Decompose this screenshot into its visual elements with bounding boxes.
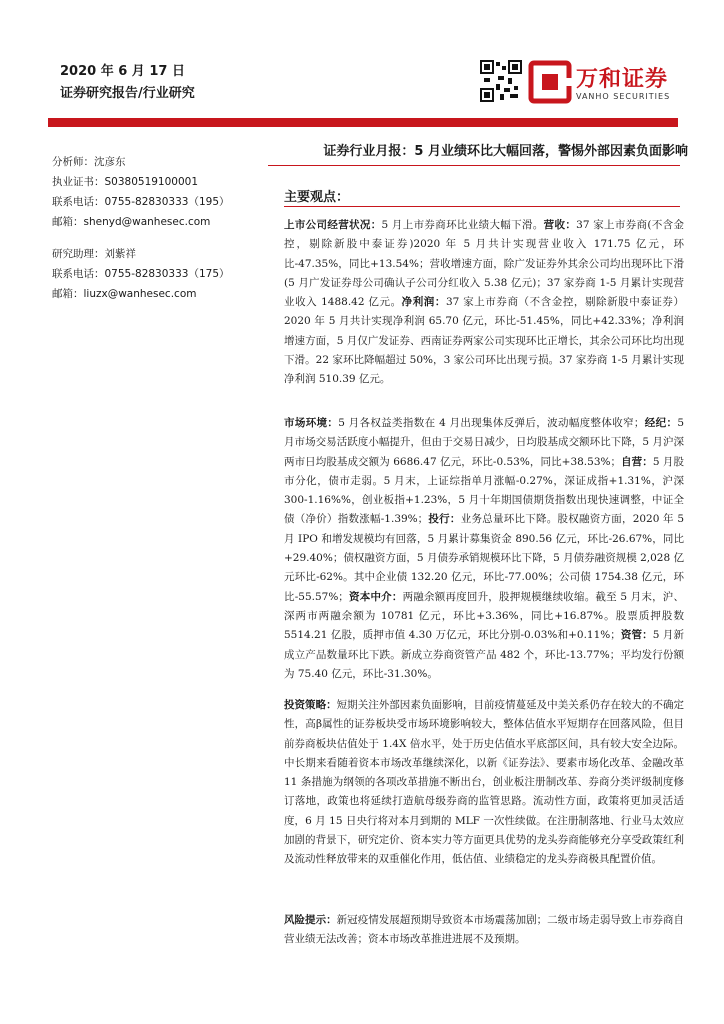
company-logo-icon — [528, 60, 572, 104]
analyst-license: 执业证书：S0380519100001 — [52, 176, 199, 188]
analyst-name: 分析师：沈彦东 — [52, 156, 126, 168]
report-date: 2020 年 6 月 17 日 — [60, 64, 185, 79]
assistant-phone: 联系电话：0755-82830333（175） — [52, 268, 230, 280]
header-bar — [48, 118, 678, 127]
analyst-phone: 联系电话：0755-82830333（195） — [52, 196, 230, 208]
brand-name: 万和证券 — [576, 67, 669, 92]
paragraph-operations: 上市公司经营状况：5 月上市券商环比业绩大幅下滑。营收：37 家上市券商(不含金控，剔除新股中泰证券)2020 年 5 月共计实现营业收入 171.75 亿元，环比-47.35%，同比+13.54%；营收增速方面，除广发证券外其余公司均出现环比下滑(5 月广发证券母公司确认子公司分红收入 5.38 亿元)；37 家券商 1-5 月累计实现营业收入 1488.42 亿元。净利润：37 家上市券商（不含金控，剔除新股中泰证券）2020 年 5 月共计实现净利润 65.70 亿元，环比-51.45%，同比+42.33%；净利润增速方面，5 月仅广发证券、西南证券两家公司实现环比正增长，其余公司环比均出现下滑。22 家环比降幅超过 50%，3 家公司环比出现亏损。37 家券商 1-5 月累计实现净利润 510.39 亿元。 — [284, 219, 685, 386]
analyst-info — [52, 152, 252, 304]
report-type: 证券研究报告/行业研究 — [60, 86, 195, 101]
paragraph-strategy: 投资策略：短期关注外部因素负面影响，目前疫情蔓延及中美关系仍存在较大的不确定性，高β属性的证券板块受市场环境影响较大，整体估值水平短期存在回落风险，但目前券商板块估值处于 1.4X 倍水平，处于历史估值水平底部区间，具有较大安全边际。中长期来看随着资本市场改革继续深化，以新《证券法》、要素市场化改革、金融改革 11 条措施为纲领的各项改革措施不断出台，创业板注册制改革、券商分类评级制度修订落地，政策也将延续打造航母级券商的监管思路。流动性方面，政策将更加灵活适度，6 月 15 日央行将对本月到期的 MLF 一次性续做。在注册制落地、行业马太效应加剧的背景下，研究定价、资本实力等方面更具优势的龙头券商能够充分享受政策红利及流动性释放带来的双重催化作用，低估值、业绩稳定的龙头券商极具配置价值。 — [284, 699, 685, 866]
paragraph-market: 市场环境：5 月各权益类指数在 4 月出现集体反弹后，波动幅度整体收窄；经纪：5 月市场交易活跃度小幅提升，但由于交易日减少，日均股基成交额环比下降，5 月沪深两市日均股基成交额为 6686.47 亿元，环比-0.53%，同比+38.53%；自营：5 月股市分化，债市走弱。5 月末，上证综指单月涨幅-0.27%，深证成指+1.31%，沪深 300-1.16%%，创业板指+1.23%，5 月十年期国债期货指数出现快速调整，中证全债（净价）指数涨幅-1.39%；投行：业务总量环比下降。股权融资方面，2020 年 5 月 IPO 和增发规模均有回落，5 月累计募集资金 890.56 亿元，环比-26.67%，同比+29.40%；债权融资方面，5 月债券承销规模环比下降，5 月债券融资规模 2,028 亿元环比-62%。其中企业债 132.20 亿元，环比-77.00%；公司债 1754.38 亿元，环比-55.57%；资本中介：两融余额再度回升，股押规模继续收缩。截至 5 月末，沪、深两市两融余额为 10781 亿元，环比+3.36%，同比+16.87%。股票质押股数 5514.21 亿股，质押市值 4.30 万亿元，环比分别-0.03%和+0.11%；资管：5 月新成立产品数量环比下跌。新成立券商资管产品 482 个，环比-13.77%；平均发行份额为 75.40 亿元，环比-31.30%。 — [284, 417, 685, 680]
report-title: 证券行业月报：5 月业绩环比大幅回落，警惕外部因素负面影响 — [323, 144, 688, 159]
brand-name-en: VANHO SECURITIES — [576, 92, 671, 101]
assistant-name: 研究助理：刘紫祥 — [52, 248, 136, 260]
paragraph-risk: 风险提示：新冠疫情发展超预期导致资本市场震荡加剧；二级市场走弱导致上市券商自营业绩无法改善；资本市场改革推进进展不及预期。 — [284, 914, 685, 946]
qr-code-icon — [480, 60, 522, 102]
assistant-email: 邮箱：liuzx@wanhesec.com — [52, 288, 197, 300]
section-divider — [284, 206, 680, 207]
analyst-email: 邮箱：shenyd@wanhesec.com — [52, 216, 211, 228]
title-divider — [268, 165, 680, 166]
section-heading: 主要观点： — [284, 190, 350, 205]
